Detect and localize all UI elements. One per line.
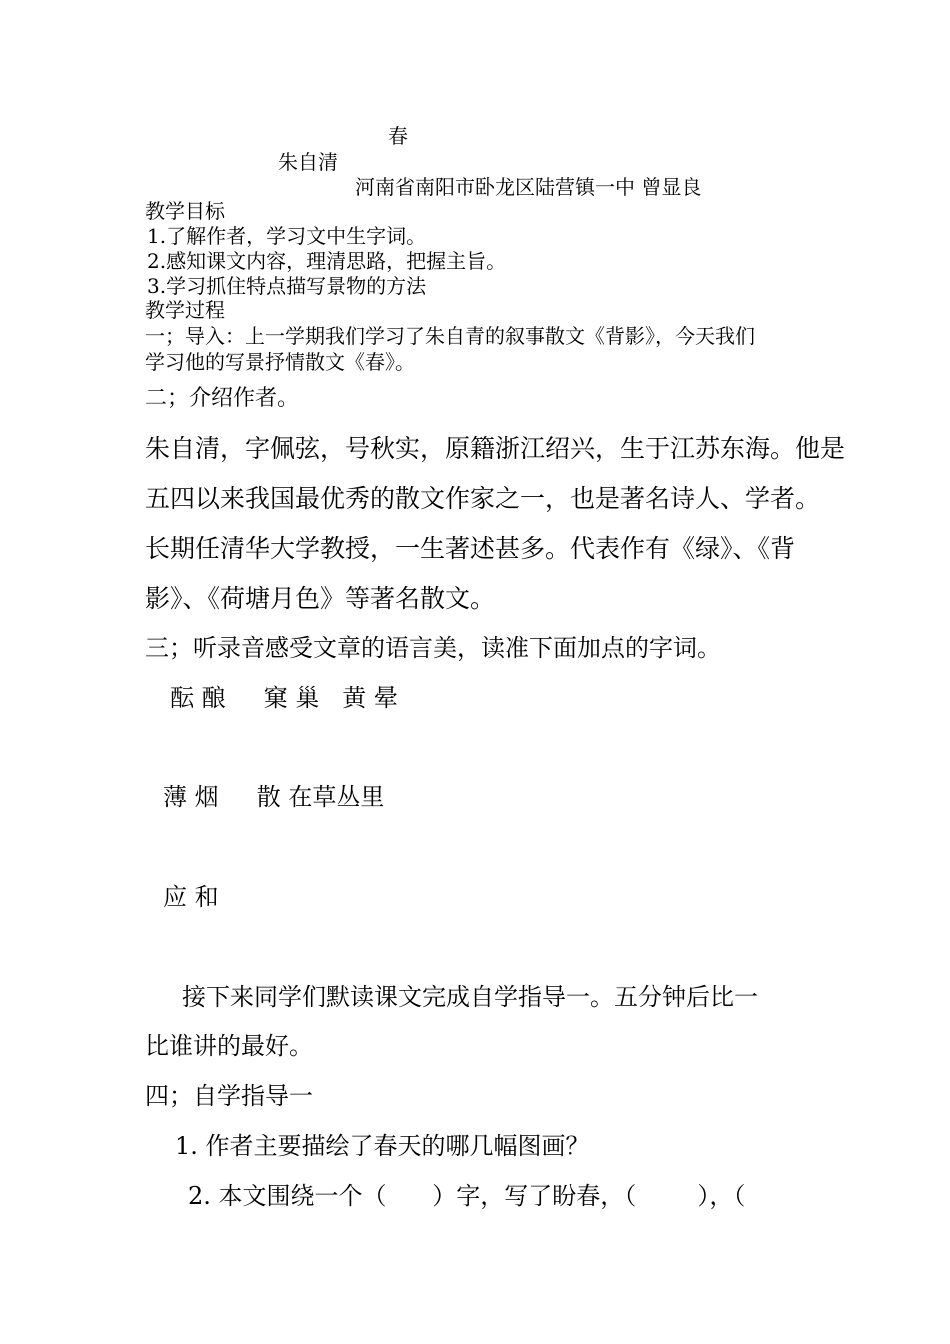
- author-bio-line: 朱自清，字佩弦，号秋实，原籍浙江绍兴，生于江苏东海。他是: [145, 434, 846, 463]
- vocab-line: 应 和: [163, 883, 219, 911]
- doc-title: 春: [388, 124, 408, 148]
- author-bio-line: 影》、《荷塘月色》等著名散文。: [145, 584, 496, 613]
- doc-affiliation: 河南省南阳市卧龙区陆营镇一中 曾显良: [355, 175, 702, 199]
- author-bio-line: 长期任清华大学教授，一生著述甚多。代表作有《绿》、《背: [145, 534, 796, 563]
- question-item: 2. 本文围绕一个（ ）字，写了盼春，（ ），（: [188, 1182, 746, 1210]
- author-bio-line: 五四以来我国最优秀的散文作家之一，也是著名诗人、学者。: [145, 484, 821, 513]
- instruction-line: 比谁讲的最好。: [145, 1032, 313, 1060]
- question-item: 1. 作者主要描绘了春天的哪几幅图画？: [175, 1132, 590, 1160]
- vocab-line: 薄 烟 散 在草丛里: [163, 783, 385, 811]
- goal-item: 2.感知课文内容，理清思路，把握主旨。: [147, 249, 507, 273]
- process-heading: 教学过程: [145, 298, 225, 322]
- goals-heading: 教学目标: [145, 199, 225, 223]
- guide-heading: 四；自学指导一: [145, 1082, 313, 1110]
- intro-line: 一；导入：上一学期我们学习了朱自青的叙事散文《背影》，今天我们: [145, 324, 755, 348]
- author-heading: 二；介绍作者。: [145, 386, 300, 411]
- intro-line: 学习他的写景抒情散文《春》。: [145, 350, 415, 374]
- instruction-line: 接下来同学们默读课文完成自学指导一。五分钟后比一: [182, 983, 758, 1011]
- doc-author: 朱自清: [278, 150, 338, 174]
- listen-heading: 三；听录音感受文章的语言美，读准下面加点的字词。: [145, 634, 721, 662]
- goal-item: 1.了解作者，学习文中生字词。: [147, 224, 427, 248]
- vocab-line: 酝 酿 窠 巢 黄 晕: [170, 684, 398, 712]
- goal-item: 3.学习抓住特点描写景物的方法: [147, 274, 427, 298]
